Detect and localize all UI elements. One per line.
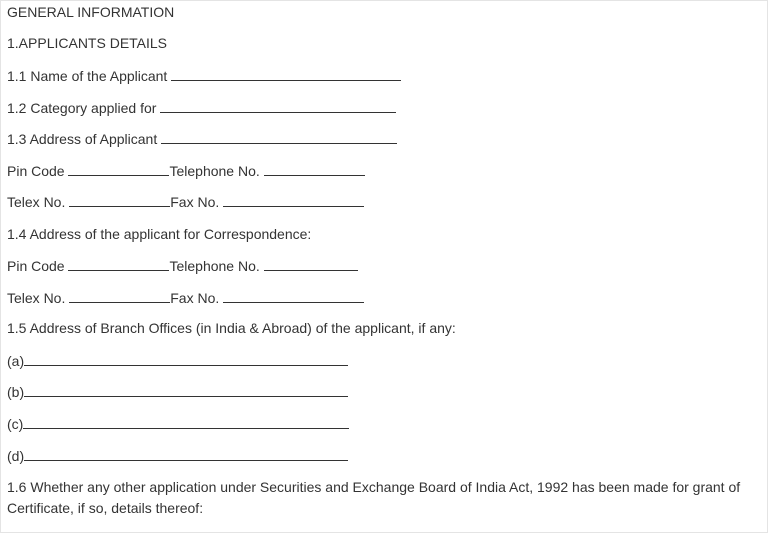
category-label: 1.2 Category applied for [7,100,157,116]
pin-code-label: Pin Code [7,163,65,179]
name-label: 1.1 Name of the Applicant [7,68,168,84]
telephone-label-2: Telephone No. [169,258,260,274]
telex-fax-row [7,192,364,210]
telex-field[interactable] [69,192,170,207]
applicants-details-row [7,34,167,52]
fax-label: Fax No. [170,194,220,210]
pin-code-field[interactable] [68,161,169,176]
other-application-paragraph: 1.6 Whether any other application under Securities and Exchange Board of India Act, 1992 has been made for grant of Certificate, if so, details thereof: [7,479,741,516]
address-label: 1.3 Address of Applicant [7,131,158,147]
branch-item-c-label: (c) [7,416,24,432]
branch-item-d-field[interactable] [24,446,348,461]
form-title: GENERAL INFORMATION [7,4,175,20]
applicants-details-heading: 1.APPLICANTS DETAILS [7,35,168,51]
address-field[interactable] [161,129,397,144]
telephone-label: Telephone No. [169,163,260,179]
category-row [7,98,396,116]
telex-label: Telex No. [7,194,66,210]
branch-item-d [7,446,348,464]
pin-code-label-2: Pin Code [7,258,65,274]
fax-field-2[interactable] [223,288,364,303]
branch-item-c [7,414,349,432]
name-row [7,66,401,84]
telephone-field-2[interactable] [264,256,358,271]
category-field[interactable] [160,98,396,113]
branch-item-b [7,382,348,400]
telex-field-2[interactable] [69,288,170,303]
branch-item-a-field[interactable] [24,351,348,366]
name-field[interactable] [171,66,401,81]
correspondence-row [7,225,311,243]
form-title-row [7,3,174,21]
branch-item-b-label: (b) [7,384,25,400]
branch-item-d-label: (d) [7,448,25,464]
branch-offices-row [7,319,456,337]
address-row [7,129,397,147]
correspondence-label: 1.4 Address of the applicant for Correspondence: [7,226,312,242]
branch-item-c-field[interactable] [23,414,349,429]
branch-offices-label: 1.5 Address of Branch Offices (in India & Abroad) of the applicant, if any: [7,320,456,336]
telex-label-2: Telex No. [7,290,66,306]
branch-item-b-field[interactable] [24,382,348,397]
pin-telephone-row-2 [7,256,358,274]
telex-fax-row-2 [7,288,364,306]
fax-field[interactable] [223,192,364,207]
branch-item-a [7,351,348,369]
pin-code-field-2[interactable] [68,256,169,271]
fax-label-2: Fax No. [170,290,220,306]
telephone-field[interactable] [264,161,365,176]
pin-telephone-row [7,161,365,179]
branch-item-a-label: (a) [7,353,25,369]
